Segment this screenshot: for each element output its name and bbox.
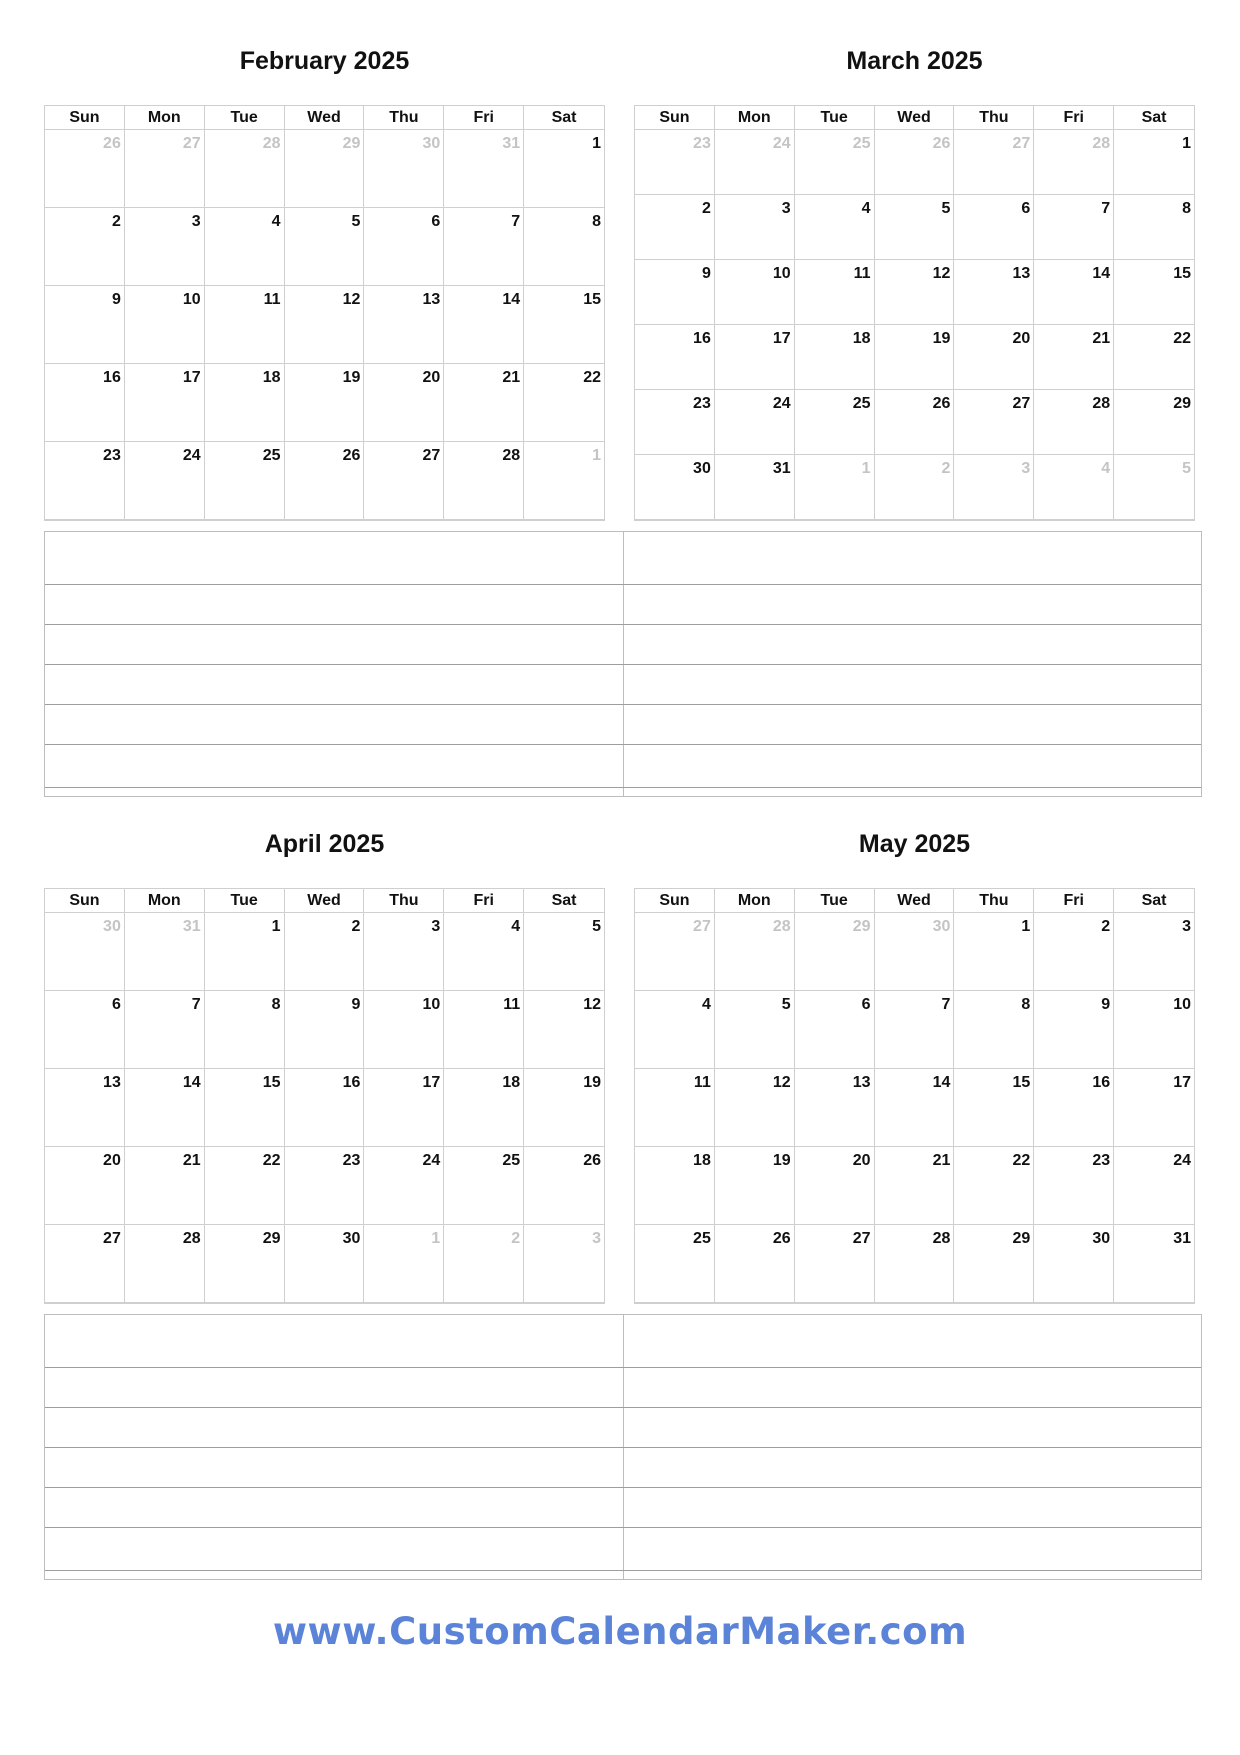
day-cell: 2 bbox=[285, 913, 365, 991]
day-cell: 25 bbox=[795, 390, 875, 455]
notes-line bbox=[45, 584, 1201, 585]
day-cell: 4 bbox=[205, 208, 285, 286]
day-cell: 14 bbox=[875, 1069, 955, 1147]
day-cell: 22 bbox=[205, 1147, 285, 1225]
weekday-header: Sun bbox=[635, 106, 715, 130]
notes-line bbox=[45, 704, 1201, 705]
day-cell: 7 bbox=[444, 208, 524, 286]
calendar-month-february bbox=[44, 45, 605, 521]
day-cell: 7 bbox=[1034, 195, 1114, 260]
notes-line bbox=[45, 1407, 1201, 1408]
day-cell: 24 bbox=[364, 1147, 444, 1225]
day-cell: 23 bbox=[635, 390, 715, 455]
day-cell: 29 bbox=[1114, 390, 1194, 455]
day-cell: 5 bbox=[875, 195, 955, 260]
day-cell: 3 bbox=[364, 913, 444, 991]
day-cell: 8 bbox=[954, 991, 1034, 1069]
day-cell: 9 bbox=[45, 286, 125, 364]
day-cell: 13 bbox=[795, 1069, 875, 1147]
day-cell-adjacent-month: 5 bbox=[1114, 455, 1194, 520]
day-cell-adjacent-month: 27 bbox=[954, 130, 1034, 195]
day-cell: 21 bbox=[125, 1147, 205, 1225]
month-grid bbox=[634, 888, 1195, 1304]
day-cell: 3 bbox=[1114, 913, 1194, 991]
weekday-header: Tue bbox=[205, 106, 285, 130]
day-cell-adjacent-month: 3 bbox=[524, 1225, 604, 1303]
day-cell: 25 bbox=[635, 1225, 715, 1303]
notes-line bbox=[45, 1367, 1201, 1368]
month-grid bbox=[44, 105, 605, 521]
weekday-header: Mon bbox=[715, 106, 795, 130]
month-title: February 2025 bbox=[239, 47, 410, 75]
day-cell: 2 bbox=[635, 195, 715, 260]
weekday-header: Wed bbox=[285, 889, 365, 913]
day-cell: 8 bbox=[1114, 195, 1194, 260]
day-cell: 27 bbox=[954, 390, 1034, 455]
day-cell: 5 bbox=[285, 208, 365, 286]
day-cell: 20 bbox=[364, 364, 444, 442]
day-cell: 9 bbox=[285, 991, 365, 1069]
day-cell: 1 bbox=[524, 130, 604, 208]
day-cell: 26 bbox=[285, 442, 365, 520]
day-cell: 5 bbox=[715, 991, 795, 1069]
day-cell: 6 bbox=[45, 991, 125, 1069]
weekday-header: Sun bbox=[45, 889, 125, 913]
day-cell: 19 bbox=[524, 1069, 604, 1147]
weekday-header: Fri bbox=[444, 106, 524, 130]
day-cell: 20 bbox=[795, 1147, 875, 1225]
day-cell: 27 bbox=[364, 442, 444, 520]
day-cell: 21 bbox=[1034, 325, 1114, 390]
day-cell-adjacent-month: 31 bbox=[125, 913, 205, 991]
weekday-header: Sat bbox=[1114, 889, 1194, 913]
day-cell: 4 bbox=[444, 913, 524, 991]
weekday-header: Mon bbox=[125, 106, 205, 130]
notes-line bbox=[45, 1527, 1201, 1528]
day-cell: 4 bbox=[635, 991, 715, 1069]
day-cell: 7 bbox=[125, 991, 205, 1069]
day-cell-adjacent-month: 27 bbox=[125, 130, 205, 208]
day-cell-adjacent-month: 30 bbox=[45, 913, 125, 991]
weekday-header: Thu bbox=[364, 889, 444, 913]
day-cell-adjacent-month: 24 bbox=[715, 130, 795, 195]
day-cell: 16 bbox=[1034, 1069, 1114, 1147]
day-cell: 28 bbox=[444, 442, 524, 520]
month-title: March 2025 bbox=[846, 47, 983, 75]
day-cell: 28 bbox=[875, 1225, 955, 1303]
day-cell-adjacent-month: 1 bbox=[795, 455, 875, 520]
weekday-header: Thu bbox=[954, 889, 1034, 913]
day-cell: 2 bbox=[1034, 913, 1114, 991]
day-cell: 11 bbox=[205, 286, 285, 364]
website-link[interactable]: www.CustomCalendarMaker.com bbox=[272, 1610, 968, 1653]
day-cell-adjacent-month: 4 bbox=[1034, 455, 1114, 520]
month-title: May 2025 bbox=[858, 830, 971, 858]
weekday-header: Tue bbox=[205, 889, 285, 913]
day-cell: 31 bbox=[715, 455, 795, 520]
day-cell-adjacent-month: 26 bbox=[875, 130, 955, 195]
day-cell: 15 bbox=[1114, 260, 1194, 325]
day-cell: 12 bbox=[715, 1069, 795, 1147]
day-cell: 22 bbox=[1114, 325, 1194, 390]
weekday-header: Mon bbox=[715, 889, 795, 913]
weekday-header: Sun bbox=[45, 106, 125, 130]
day-cell: 22 bbox=[954, 1147, 1034, 1225]
day-cell-adjacent-month: 28 bbox=[1034, 130, 1114, 195]
day-cell: 13 bbox=[364, 286, 444, 364]
day-cell: 15 bbox=[954, 1069, 1034, 1147]
weekday-header: Mon bbox=[125, 889, 205, 913]
day-cell: 24 bbox=[125, 442, 205, 520]
day-cell-adjacent-month: 27 bbox=[635, 913, 715, 991]
day-cell: 29 bbox=[205, 1225, 285, 1303]
day-cell: 28 bbox=[125, 1225, 205, 1303]
day-cell-adjacent-month: 1 bbox=[524, 442, 604, 520]
day-cell: 13 bbox=[954, 260, 1034, 325]
day-cell: 12 bbox=[875, 260, 955, 325]
day-cell: 14 bbox=[125, 1069, 205, 1147]
calendar-month-may bbox=[634, 828, 1195, 1304]
day-cell: 16 bbox=[285, 1069, 365, 1147]
day-cell: 18 bbox=[795, 325, 875, 390]
day-cell-adjacent-month: 26 bbox=[45, 130, 125, 208]
notes-line bbox=[45, 664, 1201, 665]
day-cell: 17 bbox=[715, 325, 795, 390]
day-cell: 6 bbox=[954, 195, 1034, 260]
day-cell: 20 bbox=[954, 325, 1034, 390]
day-cell-adjacent-month: 23 bbox=[635, 130, 715, 195]
day-cell: 11 bbox=[635, 1069, 715, 1147]
day-cell: 25 bbox=[444, 1147, 524, 1225]
day-cell: 18 bbox=[635, 1147, 715, 1225]
day-cell: 9 bbox=[1034, 991, 1114, 1069]
day-cell: 16 bbox=[635, 325, 715, 390]
day-cell-adjacent-month: 29 bbox=[285, 130, 365, 208]
day-cell: 2 bbox=[45, 208, 125, 286]
notes-line bbox=[45, 744, 1201, 745]
day-cell: 12 bbox=[524, 991, 604, 1069]
day-cell-adjacent-month: 30 bbox=[875, 913, 955, 991]
day-cell-adjacent-month: 31 bbox=[444, 130, 524, 208]
day-cell: 26 bbox=[875, 390, 955, 455]
weekday-header: Tue bbox=[795, 106, 875, 130]
day-cell: 25 bbox=[205, 442, 285, 520]
weekday-header: Tue bbox=[795, 889, 875, 913]
day-cell: 3 bbox=[125, 208, 205, 286]
day-cell: 30 bbox=[1034, 1225, 1114, 1303]
day-cell: 3 bbox=[715, 195, 795, 260]
day-cell-adjacent-month: 29 bbox=[795, 913, 875, 991]
weekday-header: Fri bbox=[1034, 889, 1114, 913]
day-cell-adjacent-month: 28 bbox=[715, 913, 795, 991]
day-cell: 7 bbox=[875, 991, 955, 1069]
day-cell: 20 bbox=[45, 1147, 125, 1225]
day-cell: 21 bbox=[875, 1147, 955, 1225]
day-cell: 29 bbox=[954, 1225, 1034, 1303]
day-cell-adjacent-month: 2 bbox=[444, 1225, 524, 1303]
day-cell: 19 bbox=[285, 364, 365, 442]
weekday-header: Sat bbox=[524, 106, 604, 130]
weekday-header: Wed bbox=[875, 106, 955, 130]
day-cell: 24 bbox=[715, 390, 795, 455]
weekday-header: Wed bbox=[875, 889, 955, 913]
day-cell-adjacent-month: 1 bbox=[364, 1225, 444, 1303]
day-cell: 23 bbox=[1034, 1147, 1114, 1225]
day-cell: 13 bbox=[45, 1069, 125, 1147]
month-title: April 2025 bbox=[264, 830, 385, 858]
day-cell: 8 bbox=[524, 208, 604, 286]
day-cell: 6 bbox=[364, 208, 444, 286]
day-cell: 5 bbox=[524, 913, 604, 991]
notes-lines-top bbox=[44, 531, 1202, 797]
day-cell: 18 bbox=[444, 1069, 524, 1147]
day-cell: 6 bbox=[795, 991, 875, 1069]
day-cell-adjacent-month: 30 bbox=[364, 130, 444, 208]
day-cell: 24 bbox=[1114, 1147, 1194, 1225]
weekday-header: Sun bbox=[635, 889, 715, 913]
day-cell: 21 bbox=[444, 364, 524, 442]
day-cell: 11 bbox=[444, 991, 524, 1069]
day-cell: 17 bbox=[125, 364, 205, 442]
notes-line bbox=[45, 1487, 1201, 1488]
day-cell-adjacent-month: 2 bbox=[875, 455, 955, 520]
notes-line bbox=[45, 1570, 1201, 1571]
weekday-header: Thu bbox=[364, 106, 444, 130]
day-cell: 4 bbox=[795, 195, 875, 260]
weekday-header: Fri bbox=[444, 889, 524, 913]
day-cell: 22 bbox=[524, 364, 604, 442]
notes-line bbox=[45, 624, 1201, 625]
day-cell: 12 bbox=[285, 286, 365, 364]
notes-lines-bottom bbox=[44, 1314, 1202, 1580]
day-cell: 26 bbox=[715, 1225, 795, 1303]
day-cell: 1 bbox=[1114, 130, 1194, 195]
day-cell: 10 bbox=[364, 991, 444, 1069]
month-grid bbox=[44, 888, 605, 1304]
day-cell: 8 bbox=[205, 991, 285, 1069]
day-cell: 26 bbox=[524, 1147, 604, 1225]
day-cell-adjacent-month: 28 bbox=[205, 130, 285, 208]
day-cell: 27 bbox=[45, 1225, 125, 1303]
weekday-header: Thu bbox=[954, 106, 1034, 130]
day-cell: 17 bbox=[364, 1069, 444, 1147]
weekday-header: Wed bbox=[285, 106, 365, 130]
day-cell: 31 bbox=[1114, 1225, 1194, 1303]
day-cell: 23 bbox=[285, 1147, 365, 1225]
day-cell-adjacent-month: 25 bbox=[795, 130, 875, 195]
day-cell-adjacent-month: 3 bbox=[954, 455, 1034, 520]
day-cell: 28 bbox=[1034, 390, 1114, 455]
day-cell: 14 bbox=[444, 286, 524, 364]
calendar-month-april bbox=[44, 828, 605, 1304]
day-cell: 14 bbox=[1034, 260, 1114, 325]
calendar-month-march bbox=[634, 45, 1195, 521]
day-cell: 18 bbox=[205, 364, 285, 442]
notes-line bbox=[45, 1447, 1201, 1448]
day-cell: 10 bbox=[1114, 991, 1194, 1069]
day-cell: 27 bbox=[795, 1225, 875, 1303]
day-cell: 1 bbox=[954, 913, 1034, 991]
day-cell: 1 bbox=[205, 913, 285, 991]
day-cell: 17 bbox=[1114, 1069, 1194, 1147]
day-cell: 9 bbox=[635, 260, 715, 325]
day-cell: 30 bbox=[285, 1225, 365, 1303]
notes-line bbox=[45, 787, 1201, 788]
day-cell: 10 bbox=[125, 286, 205, 364]
weekday-header: Sat bbox=[1114, 106, 1194, 130]
day-cell: 15 bbox=[524, 286, 604, 364]
day-cell: 23 bbox=[45, 442, 125, 520]
day-cell: 19 bbox=[875, 325, 955, 390]
day-cell: 11 bbox=[795, 260, 875, 325]
weekday-header: Sat bbox=[524, 889, 604, 913]
month-grid bbox=[634, 105, 1195, 521]
day-cell: 10 bbox=[715, 260, 795, 325]
day-cell: 19 bbox=[715, 1147, 795, 1225]
day-cell: 15 bbox=[205, 1069, 285, 1147]
weekday-header: Fri bbox=[1034, 106, 1114, 130]
day-cell: 30 bbox=[635, 455, 715, 520]
day-cell: 16 bbox=[45, 364, 125, 442]
